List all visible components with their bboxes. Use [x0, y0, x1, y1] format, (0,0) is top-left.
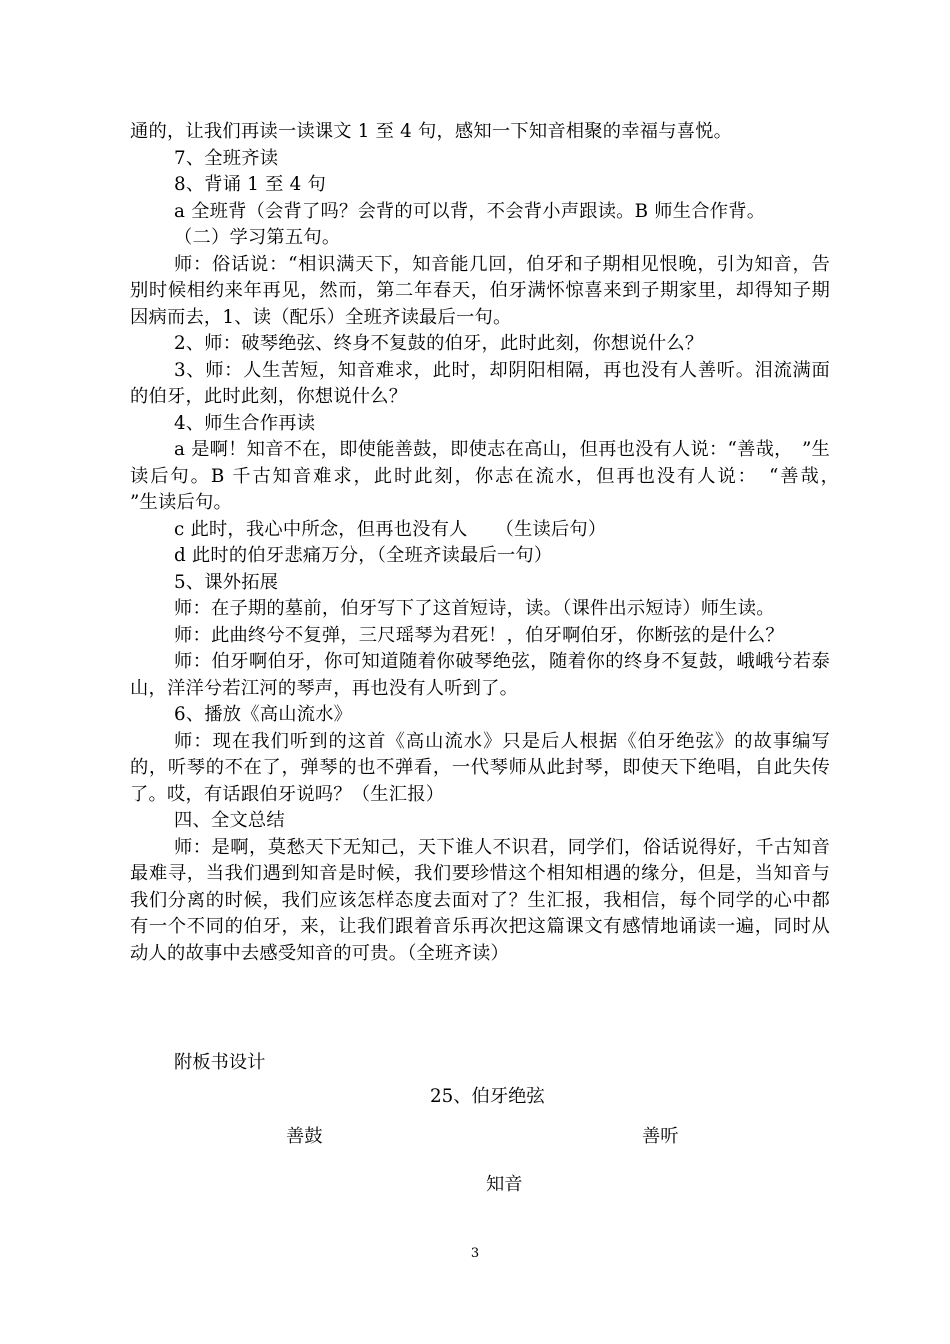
- paragraph: 2、师：破琴绝弦、终身不复鼓的伯牙，此时此刻，你想说什么？: [174, 333, 704, 354]
- paragraph: 师：俗话说：“相识满天下，知音能几回，伯牙和子期相见恨晚，引为知音，告别时候相约来年再见，然而，第二年春天，伯牙满怀惊喜来到子期家里，却得知子期因病而去，1、读（配乐）全班齐读最后一句。: [130, 253, 830, 328]
- paragraph: 四、全文总结: [174, 810, 285, 831]
- paragraph: d 此时的伯牙悲痛万分，（全班齐读最后一句）: [174, 545, 553, 566]
- paragraph: a 是啊！知音不在，即使能善鼓，即使志在高山，但再也没有人说：“善哉， ”生读后句。B 千古知音难求，此时此刻，你志在流水，但再也没有人说： “善哉， ”生读后句。: [130, 439, 867, 513]
- paragraph: （二）学习第五句。: [174, 227, 341, 248]
- paragraph: 6、播放《高山流水》: [174, 704, 353, 725]
- paragraph: 师：伯牙啊伯牙，你可知道随着你破琴绝弦，随着你的终身不复鼓，峨峨兮若泰山，洋洋兮若江河的琴声，再也没有人听到了。: [130, 651, 830, 699]
- paragraph: c 此时，我心中所念，但再也没有人 （生读后句）: [174, 518, 607, 540]
- paragraph: 师：现在我们听到的这首《高山流水》只是后人根据《伯牙绝弦》的故事编写的，听琴的不在了，弹琴的也不弹看，一代琴师从此封琴，即使天下绝唱，自此失传了。哎，有话跟伯牙说吗？（生汇报）: [130, 730, 830, 805]
- board-right-term: 善听: [642, 1126, 679, 1147]
- paragraph: 8、背诵 1 至 4 句: [174, 174, 326, 195]
- paragraph: 5、课外拓展: [174, 571, 279, 593]
- paragraph: 师：在子期的墓前，伯牙写下了这首短诗，读。（课件出示短诗）师生读。: [174, 598, 775, 619]
- board-title: 25、伯牙绝弦: [430, 1086, 545, 1107]
- paragraph: 7、全班齐读: [174, 147, 279, 169]
- paragraph: 3、师：人生苦短，知音难求，此时，却阴阳相隔，再也没有人善听。泪流满面的伯牙，此时此刻，你想说什么？: [130, 359, 830, 407]
- paragraph: a 全班背（会背了吗？会背的可以背，不会背小声跟读。B 师生合作背。: [174, 200, 766, 222]
- board-design-heading: 附板书设计: [174, 1052, 266, 1073]
- board-center-term: 知音: [486, 1174, 523, 1195]
- board-left-term: 善鼓: [286, 1126, 323, 1147]
- paragraph: 师：此曲终兮不复弹，三尺瑶琴为君死！，伯牙啊伯牙，你断弦的是什么？: [174, 624, 784, 646]
- page-number: 3: [470, 1246, 480, 1261]
- paragraph: 4、师生合作再读: [174, 412, 316, 434]
- lesson-body: [130, 119, 867, 967]
- paragraph: 师：是啊，莫愁天下无知己，天下谁人不识君，同学们，俗话说得好，千古知音最难寻，当我们遇到知音是时候，我们要珍惜这个相知相遇的缘分，但是，当知音与我们分离的时候，我们应该怎样态度去面对了？生汇报，我相信，每个同学的心中都有一个不同的伯牙，来，让我们跟着音乐再次把这篇课文有感情地诵读一遍，同时从动人的故事中去感受知音的可贵。（全班齐读）: [130, 836, 830, 964]
- paragraph: 通的，让我们再读一读课文 1 至 4 句，感知一下知音相聚的幸福与喜悦。: [130, 121, 733, 142]
